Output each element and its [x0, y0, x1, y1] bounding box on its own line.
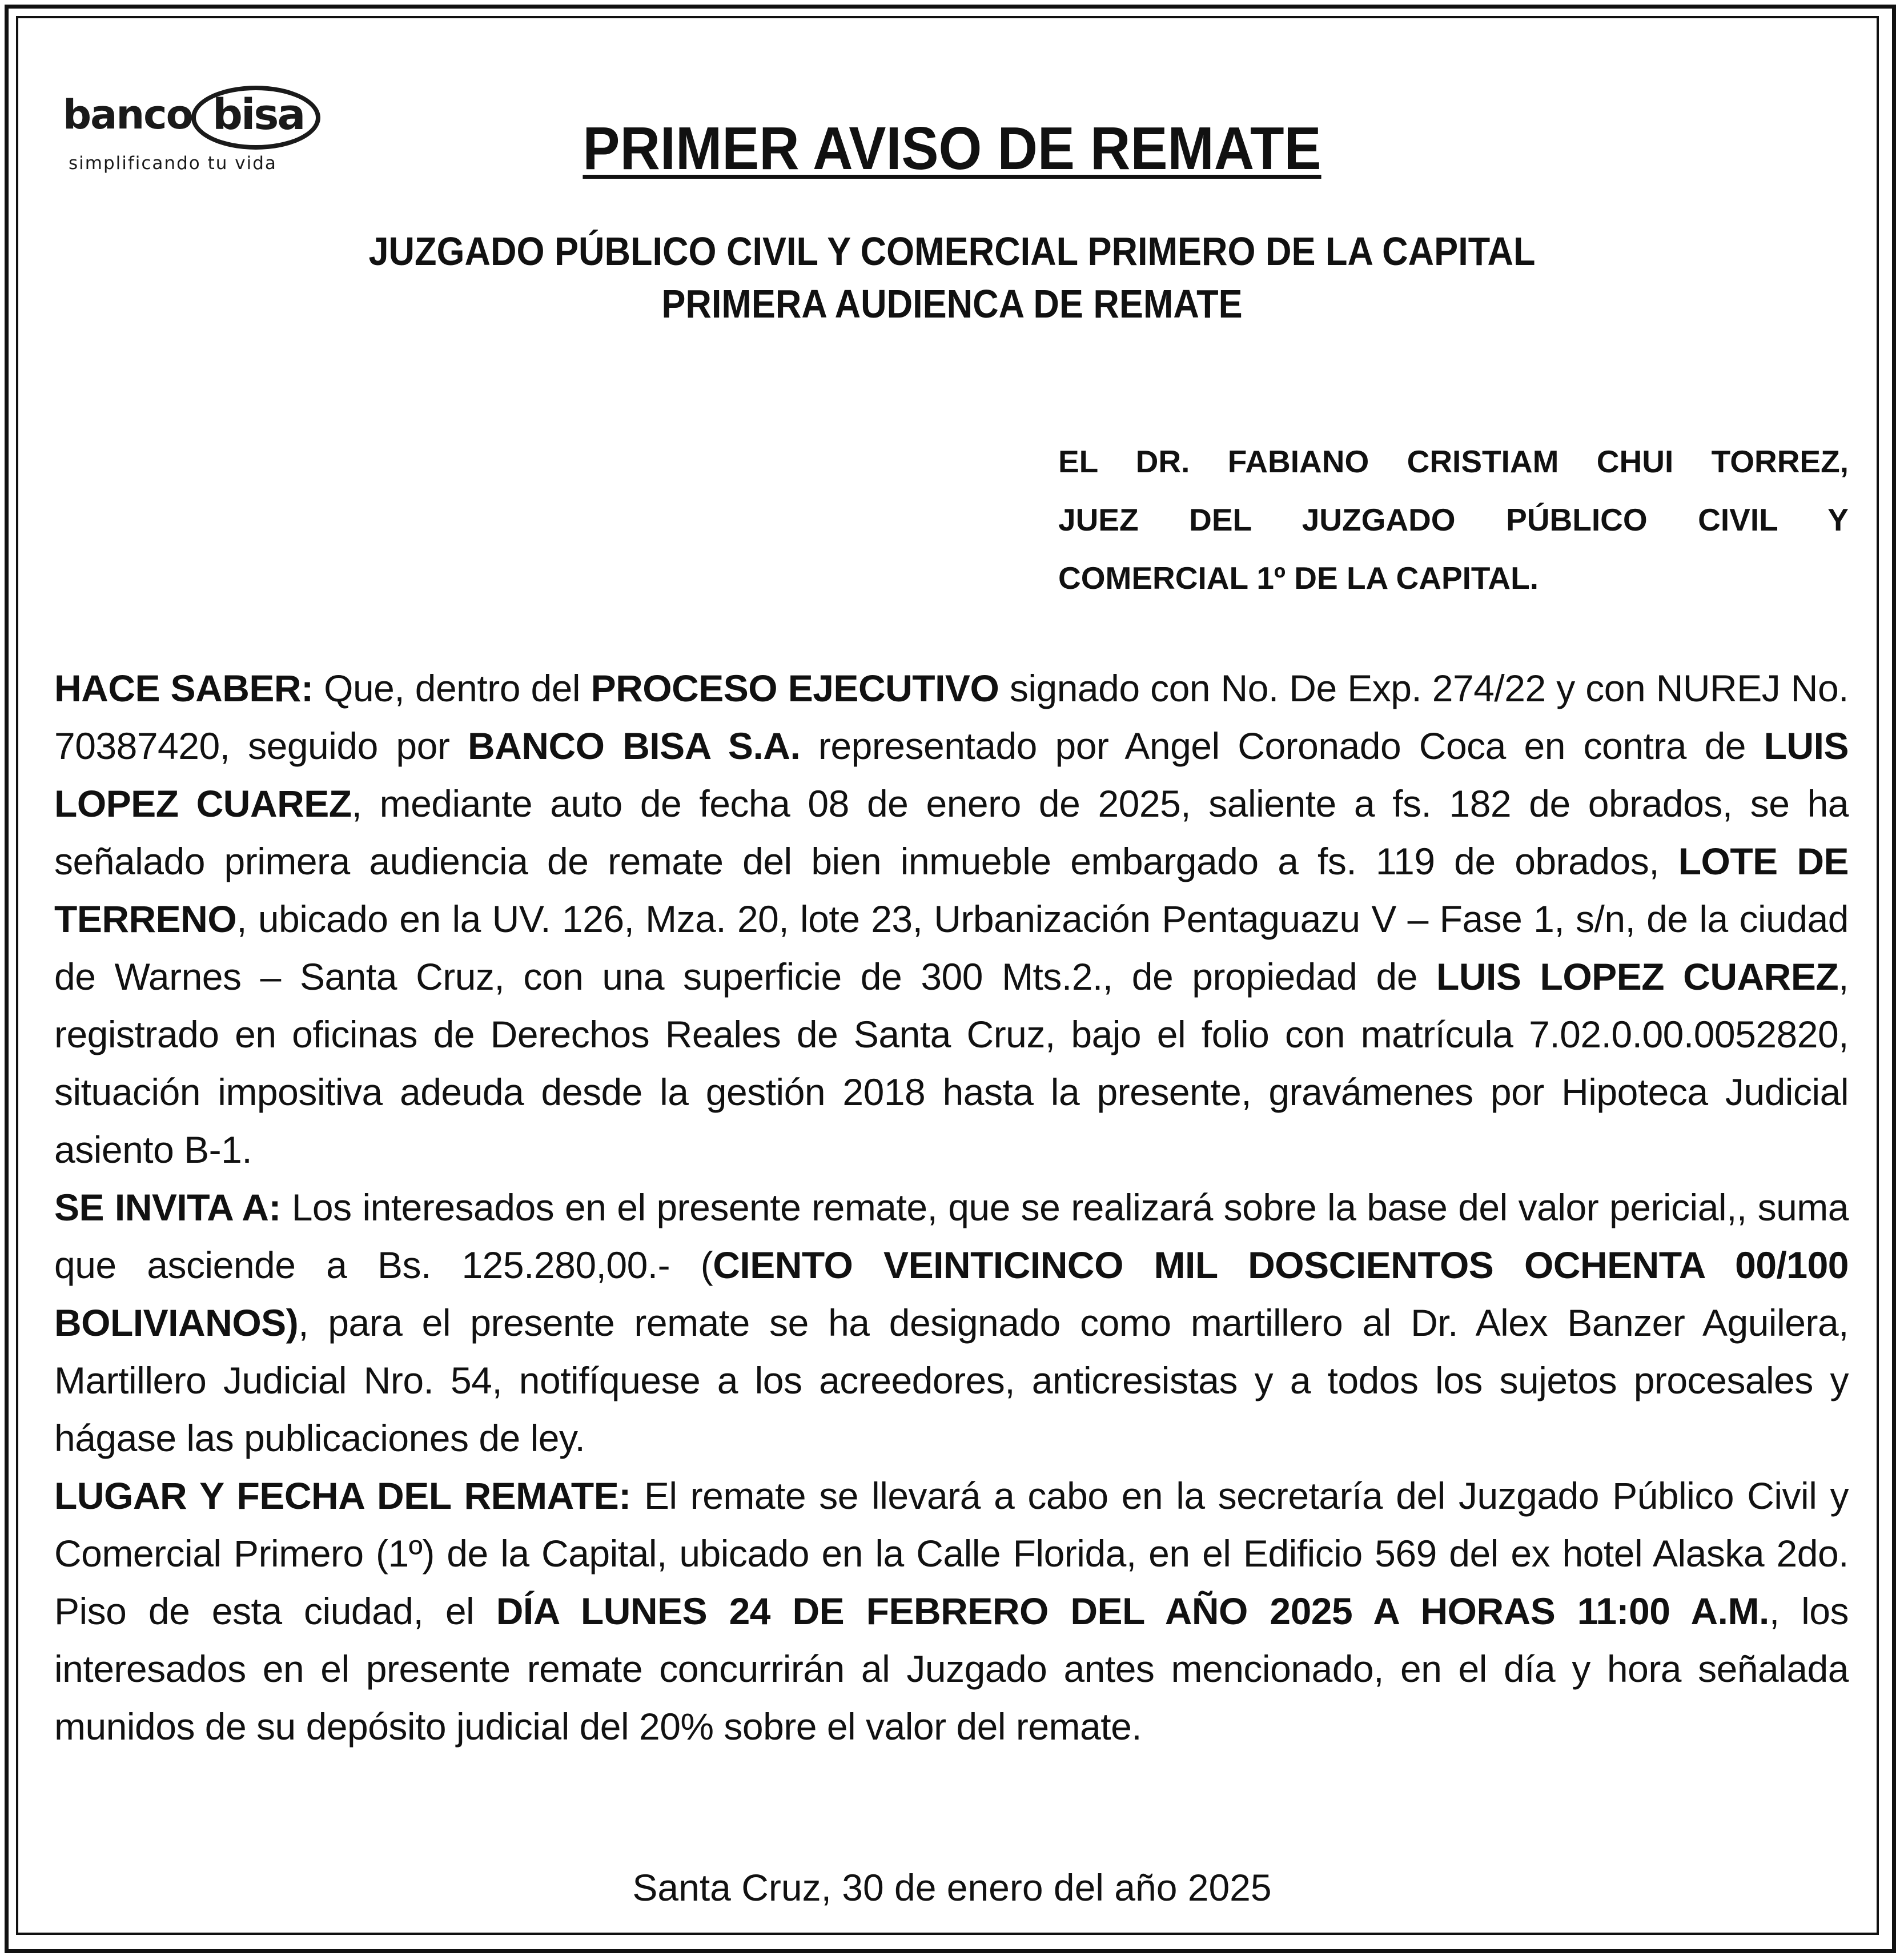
notice-body [54, 660, 1849, 1756]
bold-span: DÍA LUNES 24 DE FEBRERO DEL AÑO 2025 A HORAS 11:00 A.M. [496, 1590, 1769, 1632]
text-span: Que, dentro del [313, 667, 591, 709]
label-se-invita: SE INVITA A: [54, 1186, 281, 1228]
logo-tagline: simplificando tu vida [69, 153, 277, 174]
judge-line-3: COMERCIAL 1º DE LA CAPITAL. [1058, 560, 1539, 596]
judge-block [1058, 432, 1849, 607]
text-span: , registrado en oficinas de Derechos Reales de Santa Cruz, bajo el folio con matrícula 7.02.0.00.0052820, situación impositiva adeuda desde la gestión 2018 hasta la presente, gravámenes por Hipoteca Judicial asiento B-1. [54, 955, 1849, 1171]
text-span: , los interesados en el presente remate concurrirán al Juzgado antes mencionado, en el día y hora señalada munidos de su depósito judicial del 20% sobre el valor del remate. [54, 1590, 1849, 1748]
bold-span: LOTE DE TERRENO [54, 840, 1849, 940]
bold-span: CIENTO VEINTICINCO MIL DOSCIENTOS OCHENTA 00/100 BOLIVIANOS) [54, 1244, 1849, 1344]
text-span: , para el presente remate se ha designado como martillero al Dr. Alex Banzer Aguilera, Martillero Judicial Nro. 54, notifíquese a los acreedores, anticresistas y a todos los sujetos procesales y hágase las publicaciones de ley. [54, 1302, 1849, 1459]
text-span: , mediante auto de fecha 08 de enero de 2025, saliente a fs. 182 de obrados, se ha señalado primera audiencia de remate del bien inmueble embargado a fs. 119 de obrados, [54, 782, 1849, 882]
hearing-title: PRIMERA AUDIENCA DE REMATE [661, 282, 1243, 326]
text-span: representado por Angel Coronado Coca en contra de [800, 725, 1764, 767]
paragraph-se-invita [54, 1179, 1849, 1467]
label-lugar-fecha: LUGAR Y FECHA DEL REMATE: [54, 1475, 631, 1517]
bold-span: LUIS LOPEZ CUAREZ [1436, 955, 1839, 998]
logo-brand-mark: bisa [212, 90, 304, 139]
text-span: Los interesados en el presente remate, que se realizará sobre la base del valor pericial,, suma que asciende a Bs. 125.280,00.- ( [54, 1186, 1849, 1286]
text-span: , ubicado en la UV. 126, Mza. 20, lote 23, Urbanización Pentaguazu V – Fase 1, s/n, de la ciudad de Warnes – Santa Cruz, con una superficie de 300 Mts.2., de propiedad de [54, 898, 1849, 998]
logo-brand-word: banco [63, 91, 192, 138]
place-date-footer: Santa Cruz, 30 de enero del año 2025 [632, 1866, 1272, 1909]
bold-span: BANCO BISA S.A. [467, 725, 801, 767]
text-span: El remate se llevará a cabo en la secretaría del Juzgado Público Civil y Comercial Primero (1º) de la Capital, ubicado en la Calle Florida, en el Edificio 569 del ex hotel Alaska 2do. Piso de esta ciudad, el [54, 1475, 1849, 1632]
notice-title: PRIMER AVISO DE REMATE [583, 115, 1321, 182]
judge-line-2: JUEZ DEL JUZGADO PÚBLICO CIVIL Y [1058, 502, 1849, 537]
paragraph-lugar-fecha [54, 1467, 1849, 1756]
bold-span: LUIS LOPEZ CUAREZ [54, 725, 1849, 825]
court-name: JUZGADO PÚBLICO CIVIL Y COMERCIAL PRIMERO DE LA CAPITAL [368, 229, 1536, 274]
paragraph-hace-saber [54, 660, 1849, 1179]
text-span: signado con No. De Exp. 274/22 y con NUREJ No. 70387420, seguido por [54, 667, 1849, 767]
bold-span: PROCESO EJECUTIVO [591, 667, 999, 709]
label-hace-saber: HACE SABER: [54, 667, 314, 709]
judge-line-1: EL DR. FABIANO CRISTIAM CHUI TORREZ, [1058, 444, 1849, 479]
